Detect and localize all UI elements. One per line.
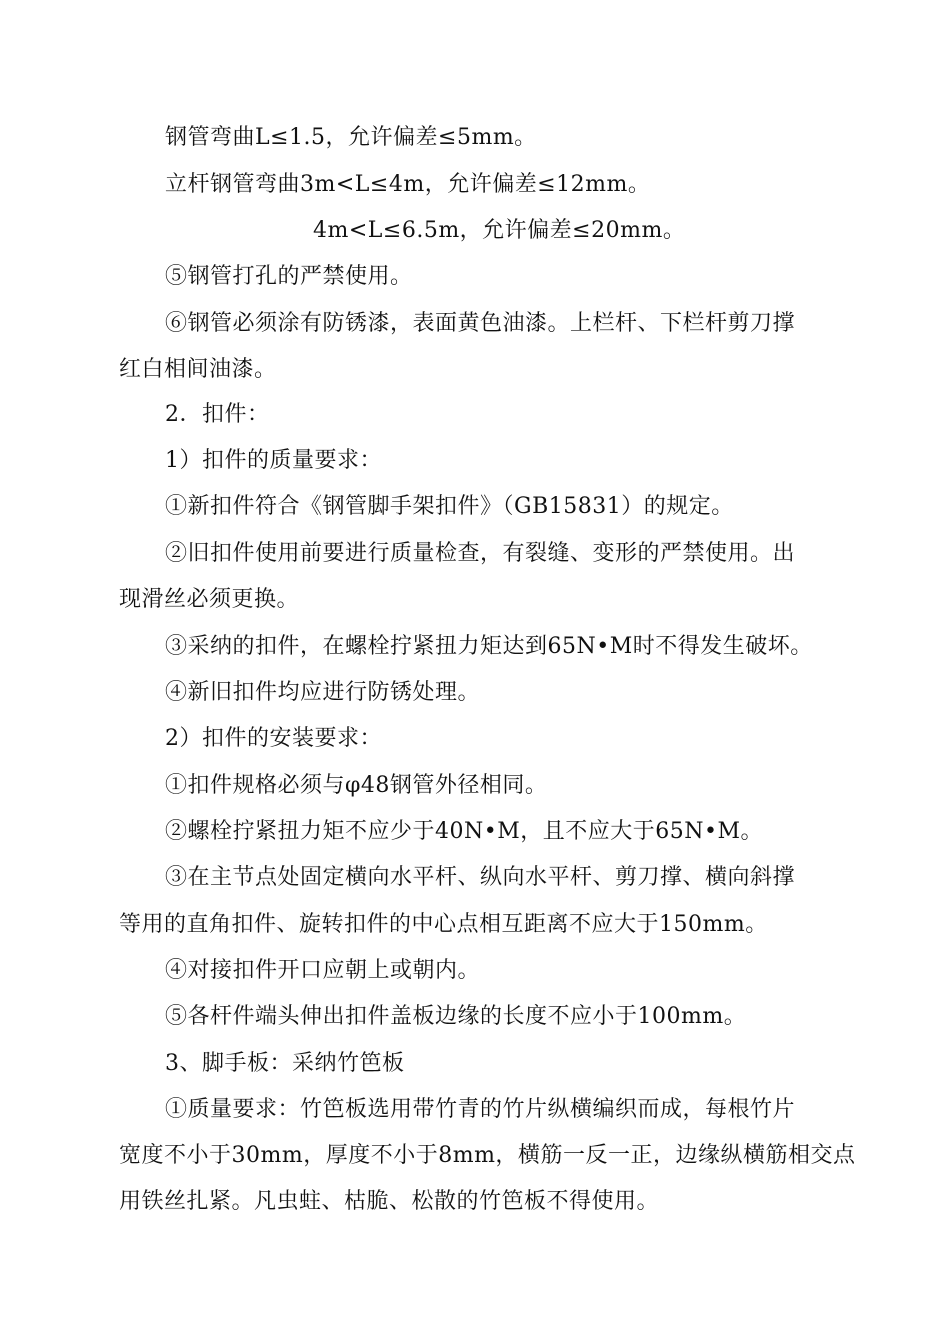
text-line: ①新扣件符合《钢管脚手架扣件》（GB15831）的规定。 (165, 494, 734, 519)
text-line: 宽度不小于30mm，厚度不小于8mm，横筋一反一正，边缘纵横筋相交点 (119, 1143, 856, 1168)
text-line: ②螺栓拧紧扭力矩不应少于40N•M，且不应大于65N•M。 (165, 819, 763, 844)
text-line: 红白相间油漆。 (119, 357, 277, 382)
text-line: 现滑丝必须更换。 (119, 587, 300, 612)
text-line: ④新旧扣件均应进行防锈处理。 (165, 680, 481, 705)
text-line: 立杆钢管弯曲3m<L≤4m，允许偏差≤12mm。 (165, 172, 651, 197)
text-line: ①扣件规格必须与φ48钢管外径相同。 (165, 773, 548, 798)
text-line: ⑥钢管必须涂有防锈漆，表面黄色油漆。上栏杆、下栏杆剪刀撑 (165, 311, 796, 336)
text-line: 用铁丝扎紧。凡虫蛀、枯脆、松散的竹笆板不得使用。 (119, 1189, 660, 1214)
text-line: 等用的直角扣件、旋转扣件的中心点相互距离不应大于150mm。 (119, 912, 768, 937)
text-line: ⑤钢管打孔的严禁使用。 (165, 264, 413, 289)
text-line: 钢管弯曲L≤1.5，允许偏差≤5mm。 (165, 125, 537, 150)
text-line: ③在主节点处固定横向水平杆、纵向水平杆、剪刀撑、横向斜撑 (165, 865, 796, 890)
text-line: ①质量要求：竹笆板选用带竹青的竹片纵横编织而成，每根竹片 (165, 1097, 796, 1122)
text-line: ④对接扣件开口应朝上或朝内。 (165, 958, 481, 983)
text-line: ③采纳的扣件，在螺栓拧紧扭力矩达到65N•M时不得发生破坏。 (165, 634, 813, 659)
text-line: 4m<L≤6.5m，允许偏差≤20mm。 (313, 218, 686, 243)
subsection-heading: 2）扣件的安装要求： (165, 726, 382, 751)
section-heading: 2．扣件： (165, 402, 270, 427)
section-heading: 3、脚手板：采纳竹笆板 (165, 1051, 405, 1076)
text-line: ②旧扣件使用前要进行质量检查，有裂缝、变形的严禁使用。出 (165, 541, 796, 566)
subsection-heading: 1）扣件的质量要求： (165, 448, 382, 473)
text-line: ⑤各杆件端头伸出扣件盖板边缘的长度不应小于100mm。 (165, 1004, 747, 1029)
